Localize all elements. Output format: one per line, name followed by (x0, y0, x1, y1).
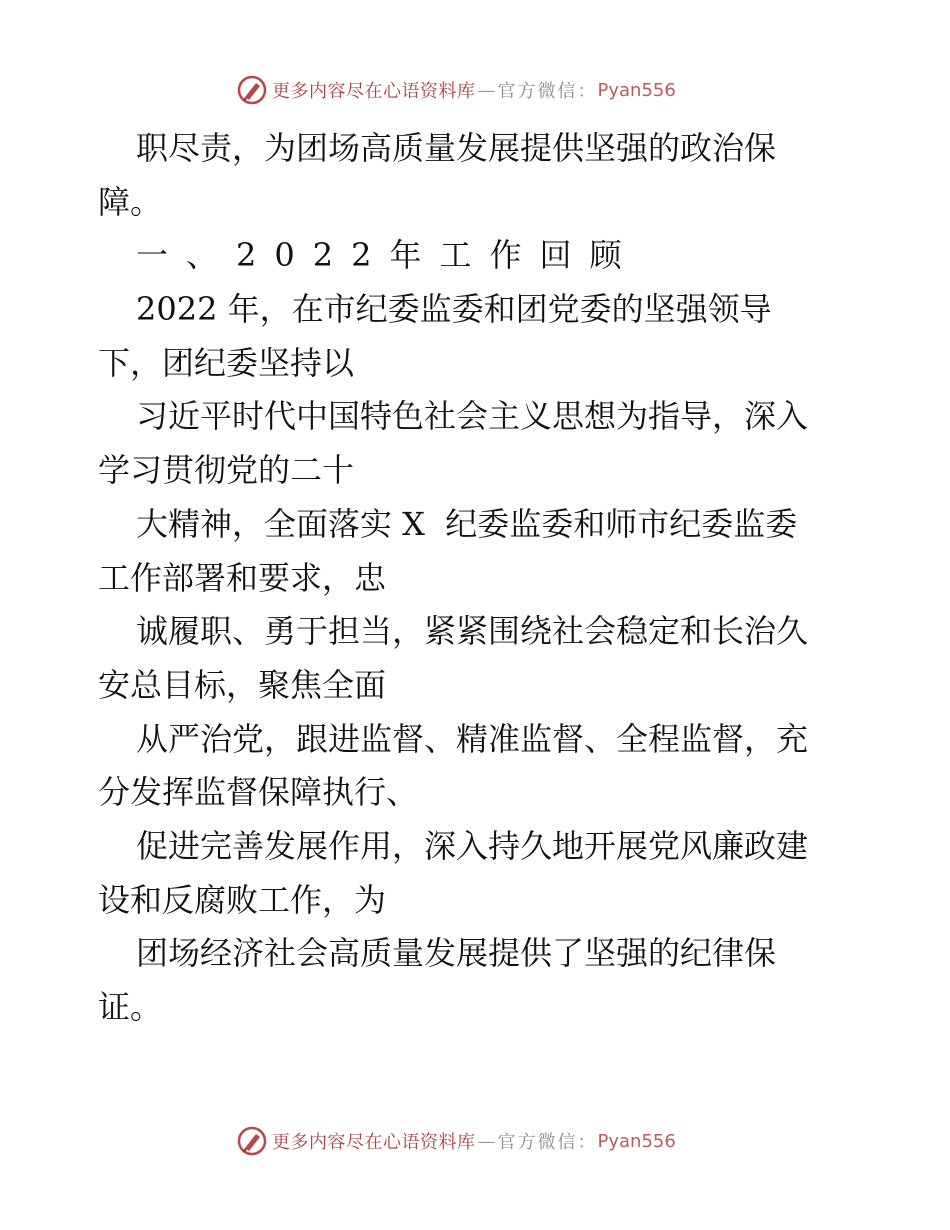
body-line: 2022 年，在市纪委监委和团党委的坚强领导 (136, 290, 772, 329)
body-line: 安总目标，聚焦全面 (98, 665, 387, 704)
watermark-id: Pyan556 (597, 79, 676, 101)
pen-logo-icon (236, 74, 268, 106)
watermark-text: 更多内容尽在心语资料库 (272, 1132, 476, 1153)
section-heading: 一、2022年工作回顾 (136, 236, 640, 275)
watermark-dash: — (477, 79, 496, 101)
body-line: 分发挥监督保障执行、 (98, 773, 419, 812)
footer-watermark (236, 1124, 676, 1158)
watermark-label: 官方微信： (497, 81, 598, 102)
document-body (98, 122, 858, 1035)
watermark-id: Pyan556 (597, 1130, 676, 1152)
body-line: 促进完善发展作用，深入持久地开展党风廉政建 (136, 826, 809, 865)
body-line: 职尽责，为团场高质量发展提供坚强的政治保 (136, 129, 777, 167)
body-line: 工作部署和要求，忠 (98, 558, 387, 597)
body-line: 障。 (98, 182, 163, 221)
body-line: 证。 (98, 988, 163, 1026)
body-line: 诚履职、勇于担当，紧紧围绕社会稳定和长治久 (136, 612, 809, 651)
watermark-dash: — (477, 1130, 496, 1152)
watermark-label: 官方微信： (497, 1132, 598, 1153)
header-watermark (236, 73, 676, 107)
watermark-text: 更多内容尽在心语资料库 (272, 81, 476, 102)
body-line: 习近平时代中国特色社会主义思想为指导，深入 (136, 397, 809, 436)
body-line: 大精神，全面落实 X 纪委监委和师市纪委监委 (136, 504, 798, 543)
body-line: 团场经济社会高质量发展提供了坚强的纪律保 (136, 934, 777, 973)
body-line: 学习贯彻党的二十 (98, 451, 355, 490)
body-line: 设和反腐败工作，为 (98, 880, 387, 919)
body-line: 下，团纪委坚持以 (98, 343, 355, 382)
pen-logo-icon (236, 1125, 268, 1157)
body-line: 从严治党，跟进监督、精准监督、全程监督，充 (136, 719, 809, 758)
